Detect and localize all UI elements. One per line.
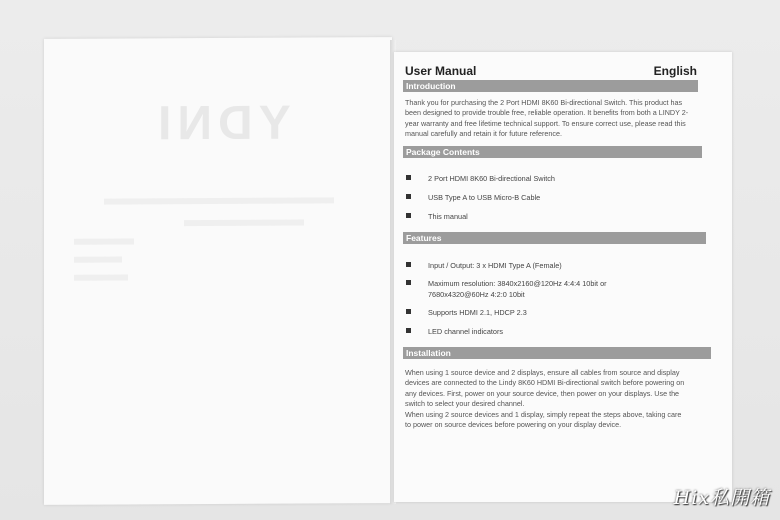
bullet-icon (406, 194, 411, 199)
page-title: User Manual (405, 64, 477, 78)
installation-text (405, 368, 684, 430)
list-item: Supports HDMI 2.1, HDCP 2.3 (406, 308, 527, 319)
installation-line: any devices. First, power on your source device, then power on your displays. Use the (405, 388, 680, 398)
list-item: USB Type A to USB Micro-B Cable (406, 193, 540, 204)
show-through-line (74, 257, 122, 263)
section-heading-package-contents: Package Contents (403, 146, 702, 158)
bullet-icon (406, 262, 411, 267)
left-page (44, 37, 392, 505)
list-item: 2 Port HDMI 8K60 Bi-directional Switch (406, 174, 555, 185)
page-header (405, 64, 697, 78)
installation-line: switch to select your desired channel. (405, 399, 525, 409)
bullet-icon (406, 328, 411, 333)
right-page (394, 52, 732, 502)
show-through-line (104, 197, 334, 204)
introduction-line: manual carefully and retain it for future reference. (405, 129, 563, 139)
installation-line: When using 1 source device and 2 displays, ensure all cables from source and display (405, 368, 680, 377)
show-through-logo: YDNI (152, 96, 291, 151)
watermark-logo: Hix私開箱 (673, 487, 770, 509)
show-through-line (184, 220, 304, 227)
language-label: English (653, 64, 697, 78)
show-through-line (74, 274, 128, 280)
introduction-text (405, 98, 688, 140)
bullet-icon (406, 280, 411, 285)
list-item: Maximum resolution: 3840x2160@120Hz 4:4:4 10bit or 7680x4320@60Hz 4:2:0 10bit (406, 279, 607, 300)
installation-line: devices are connected to the Lindy 8K60 HDMI Bi-directional switch before powering on (405, 378, 685, 388)
show-through-line (74, 238, 134, 244)
section-heading-introduction: Introduction (403, 80, 698, 92)
introduction-line: been designed to provide trouble free, reliable operation. It benefits from both a LINDY 2- (405, 108, 689, 118)
installation-line: When using 2 source devices and 1 display, simply repeat the steps above, taking care (405, 409, 682, 419)
list-item: This manual (406, 212, 468, 223)
installation-line: to power on source devices before powering on your display device. (405, 420, 622, 430)
list-item: LED channel indicators (406, 327, 503, 338)
bullet-icon (406, 175, 411, 180)
introduction-line: Thank you for purchasing the 2 Port HDMI 8K60 Bi-directional Switch. This product has (405, 98, 683, 107)
bullet-icon (406, 213, 411, 218)
bullet-icon (406, 309, 411, 314)
list-item: Input / Output: 3 x HDMI Type A (Female) (406, 261, 562, 272)
section-heading-installation: Installation (403, 347, 711, 359)
section-heading-features: Features (403, 232, 706, 244)
introduction-line: year warranty and free lifetime technical support. To ensure correct use, please read this (405, 118, 686, 128)
